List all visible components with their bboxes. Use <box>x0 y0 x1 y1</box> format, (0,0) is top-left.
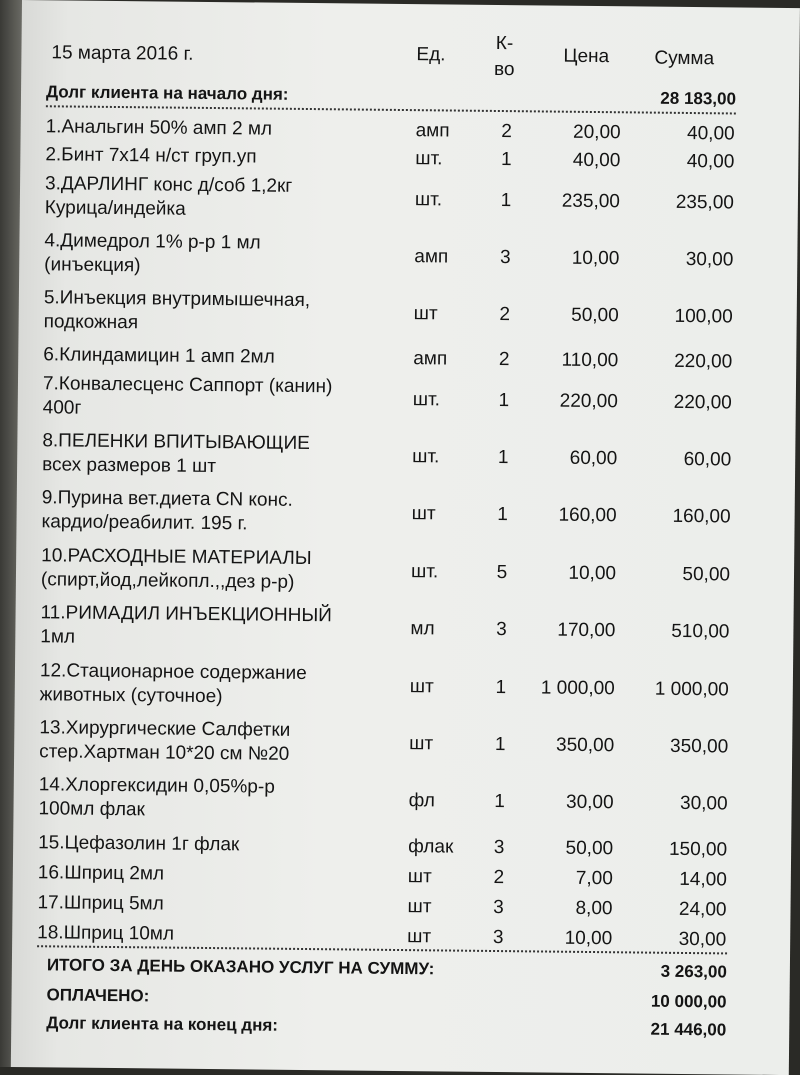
item-name-line1: 15.Цефазолин 1г флак <box>38 832 240 856</box>
total-services-row <box>46 955 727 982</box>
table-row <box>16 601 794 648</box>
item-price: 10,00 <box>568 562 617 585</box>
item-name-line1: 13.Хирургические Салфетки <box>39 717 291 741</box>
item-price: 1 000,00 <box>540 677 615 700</box>
item-name-line1: 6.Клиндамицин 1 амп 2мл <box>43 344 275 368</box>
item-unit: шт <box>407 896 432 918</box>
receipt-date: 15 марта 2016 г. <box>51 42 194 65</box>
item-unit: шт <box>409 676 434 698</box>
item-name-line2: Курица/индейка <box>44 197 186 220</box>
item-qty: 5 <box>496 562 508 584</box>
item-price: 20,00 <box>572 121 621 144</box>
item-name-line2: (спирт,йод,лейкопл.,,дез р-р) <box>40 569 295 593</box>
table-row <box>18 343 796 373</box>
item-sum: 30,00 <box>678 928 727 951</box>
table-row <box>14 773 792 821</box>
paid-value: 10 000,00 <box>650 991 727 1012</box>
item-name <box>41 544 411 596</box>
item-unit: шт. <box>415 148 443 170</box>
item-name-line1: 16.Шприц 2мл <box>37 862 165 885</box>
item-sum: 24,00 <box>678 898 727 921</box>
table-row <box>21 115 799 145</box>
item-price: 7,00 <box>575 867 613 890</box>
item-price: 235,00 <box>561 190 621 213</box>
debt-end-value: 21 446,00 <box>650 1019 727 1040</box>
item-name-line1: 8.ПЕЛЕНКИ ВПИТЫВАЮЩИЕ <box>42 430 310 455</box>
item-name-line1: 12.Стационарное содержание <box>39 660 307 685</box>
total-services-value: 3 263,00 <box>660 961 727 982</box>
item-sum: 30,00 <box>685 248 734 271</box>
table-row <box>19 286 797 334</box>
item-qty: 1 <box>494 733 506 756</box>
item-sum: 150,00 <box>668 838 728 861</box>
item-sum: 60,00 <box>683 448 732 471</box>
item-price: 60,00 <box>569 447 618 470</box>
column-header-price: Цена <box>563 45 610 68</box>
item-name-line1: 5.Инъекция внутримышечная, <box>43 287 311 312</box>
item-unit: амп <box>414 246 449 268</box>
item-name <box>37 891 407 919</box>
item-name-line1: 17.Шприц 5мл <box>37 892 164 915</box>
item-name-line2: 400г <box>42 397 82 419</box>
table-row <box>18 429 796 478</box>
item-unit: шт <box>407 866 432 888</box>
item-name <box>39 716 409 768</box>
item-price: 350,00 <box>555 734 615 757</box>
item-sum: 14,00 <box>679 868 727 891</box>
item-name-line2: 1мл <box>40 626 76 648</box>
item-name <box>40 659 410 711</box>
item-price: 8,00 <box>575 897 613 920</box>
item-unit: амп <box>415 120 450 142</box>
item-name-line1: 2.Бинт 7х14 н/ст груп.уп <box>45 144 257 168</box>
item-qty: 1 <box>494 790 506 813</box>
receipt-paper <box>11 0 800 1075</box>
item-name-line2: животных (суточное) <box>39 684 223 708</box>
item-name <box>41 486 411 538</box>
item-name-line2: стер.Хартман 10*20 см №20 <box>39 741 290 765</box>
column-header-qty-line2: во <box>493 58 515 81</box>
debt-start-value: 28 183,00 <box>660 88 737 109</box>
item-name-line1: 11.РИМАДИЛ ИНЪЕКЦИОННЫЙ <box>40 602 332 627</box>
item-name-line1: 4.Димедрол 1% р-р 1 мл <box>44 230 261 254</box>
table-row <box>15 716 793 765</box>
item-price: 50,00 <box>565 837 614 860</box>
item-name-line1: 9.Пурина вет.диета CN конс. <box>41 487 293 511</box>
item-name <box>44 229 414 281</box>
item-sum: 100,00 <box>674 305 733 328</box>
item-sum: 50,00 <box>682 563 731 586</box>
item-unit: шт. <box>414 189 443 211</box>
item-qty: 2 <box>499 304 511 326</box>
table-row <box>13 831 791 861</box>
item-qty: 1 <box>497 504 509 526</box>
item-price: 10,00 <box>564 927 613 950</box>
item-name-line1: 10.РАСХОДНЫЕ МАТЕРИАЛЫ <box>41 545 312 570</box>
debt-start-row <box>45 82 737 109</box>
table-row <box>13 891 791 921</box>
paid-label: ОПЛАЧЕНО: <box>46 985 150 1006</box>
item-qty: 2 <box>498 349 510 371</box>
debt-start-label: Долг клиента на начало дня: <box>45 82 289 104</box>
item-name-line2: кардио/реабилит. 195 г. <box>41 511 248 535</box>
item-qty: 3 <box>493 836 505 859</box>
table-row <box>20 172 798 220</box>
item-name <box>38 831 408 859</box>
column-header-sum: Сумма <box>654 47 715 70</box>
item-name-line2: 100мл флак <box>38 798 145 821</box>
column-header-qty <box>489 31 520 83</box>
item-unit: шт <box>411 503 436 525</box>
item-unit: шт. <box>410 561 439 583</box>
debt-end-row <box>46 1013 727 1040</box>
table-row <box>17 486 795 535</box>
item-unit: шт. <box>412 389 441 411</box>
item-unit: фл <box>408 790 436 812</box>
table-row <box>12 921 790 951</box>
item-name-line2: (инъекция) <box>44 254 141 277</box>
table-row <box>21 143 799 173</box>
item-qty: 2 <box>493 866 505 889</box>
item-price: 40,00 <box>572 149 621 172</box>
item-sum: 510,00 <box>671 620 730 643</box>
item-unit: шт. <box>412 446 440 468</box>
item-name-line1: 14.Хлоргексидин 0,05%р-р <box>38 774 275 798</box>
item-qty: 3 <box>499 247 511 269</box>
item-name-line1: 1.Анальгин 50% амп 2 мл <box>45 116 273 140</box>
item-sum: 1 000,00 <box>654 678 729 701</box>
debt-end-label: Долг клиента на конец дня: <box>46 1013 279 1035</box>
item-name <box>40 601 410 653</box>
item-price: 160,00 <box>558 504 617 527</box>
item-sum: 40,00 <box>686 150 735 173</box>
paid-row <box>46 985 727 1012</box>
item-sum: 220,00 <box>674 350 733 373</box>
item-qty: 3 <box>492 926 504 949</box>
item-unit: мл <box>410 618 435 640</box>
item-name-line1: 3.ДАРЛИНГ конс д/соб 1,2кг <box>44 173 293 197</box>
column-header-qty-line1: К- <box>495 32 514 55</box>
item-name <box>45 172 415 224</box>
item-price: 30,00 <box>565 791 614 814</box>
item-qty: 3 <box>496 619 507 641</box>
item-sum: 350,00 <box>669 735 729 758</box>
item-price: 10,00 <box>571 247 620 270</box>
item-name <box>38 773 408 825</box>
item-unit: флак <box>408 836 454 858</box>
item-qty: 1 <box>497 447 509 469</box>
item-name <box>38 861 408 889</box>
item-sum: 220,00 <box>673 391 732 414</box>
item-qty: 3 <box>493 896 504 919</box>
item-qty: 1 <box>495 676 507 699</box>
item-price: 220,00 <box>559 390 618 413</box>
item-qty: 2 <box>501 121 513 143</box>
table-row <box>20 229 798 277</box>
item-name-line1: 7.Конвалесценс Саппорт (канин) <box>42 373 333 398</box>
column-header-unit: Ед. <box>416 44 446 66</box>
item-unit: амп <box>413 348 448 370</box>
item-name <box>45 143 415 171</box>
item-name-line2: всех размеров 1 шт <box>42 454 217 478</box>
item-unit: шт <box>407 926 432 948</box>
item-name-line1: 18.Шприц 10мл <box>37 922 175 945</box>
item-qty: 1 <box>500 149 512 171</box>
item-sum: 40,00 <box>686 122 735 145</box>
item-price: 50,00 <box>571 304 619 327</box>
item-name <box>43 372 413 424</box>
table-row <box>13 861 791 891</box>
total-services-label: ИТОГО ЗА ДЕНЬ ОКАЗАНО УСЛУГ НА СУММУ: <box>46 955 435 979</box>
item-name <box>42 429 412 481</box>
item-unit: шт <box>413 303 438 325</box>
table-row <box>15 659 793 708</box>
item-name <box>44 286 414 338</box>
item-name-line2: подкожная <box>43 311 139 334</box>
dotted-divider-top <box>46 105 736 114</box>
table-row <box>16 544 794 593</box>
item-sum: 160,00 <box>672 505 731 528</box>
item-name <box>43 343 413 371</box>
item-price: 110,00 <box>561 349 619 372</box>
item-price: 170,00 <box>557 619 616 642</box>
item-name <box>46 115 416 143</box>
item-unit: шт <box>409 733 434 755</box>
item-sum: 30,00 <box>679 792 728 815</box>
item-qty: 1 <box>498 390 510 412</box>
item-qty: 1 <box>500 190 512 212</box>
item-sum: 235,00 <box>675 191 735 214</box>
